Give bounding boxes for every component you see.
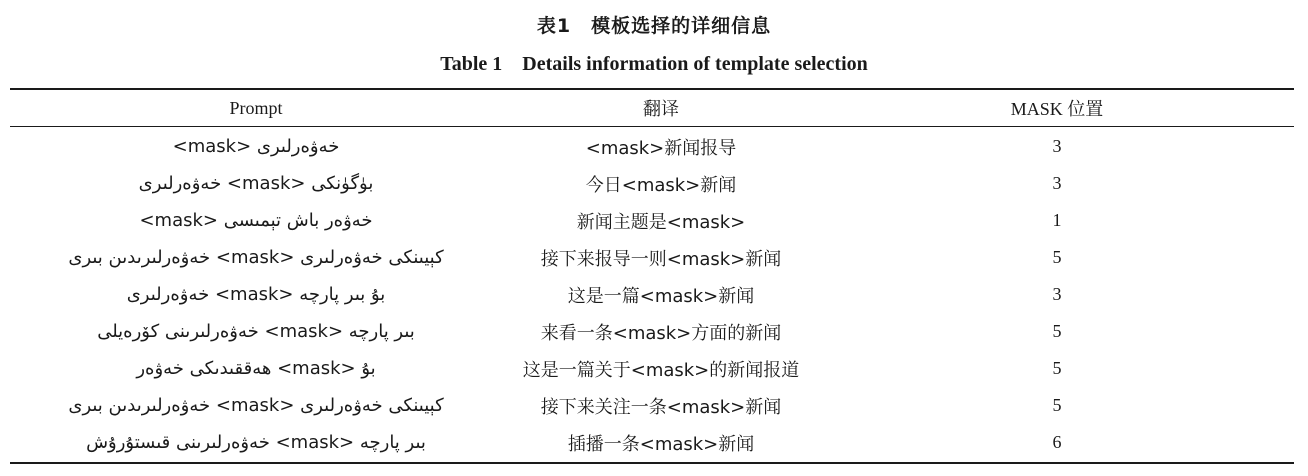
table-row xyxy=(10,239,1294,276)
cell-prompt: بۇ بىر پارچە <mask> خەۋەرلىرى xyxy=(126,284,386,305)
cell-mask-position: 6 xyxy=(1052,432,1062,452)
table-caption-chinese: 表1 模板选择的详细信息 xyxy=(536,15,772,37)
cell-translation: 接下来关注一条<mask>新闻 xyxy=(540,396,782,418)
table-row xyxy=(10,313,1294,350)
cell-mask-position: 5 xyxy=(1052,358,1062,378)
cell-prompt: بۈگۈنكى <mask> خەۋەرلىرى xyxy=(138,173,374,194)
cell-prompt: بۇ <mask> ھەققىدىكى خەۋەر xyxy=(136,358,376,379)
cell-translation: 这是一篇<mask>新闻 xyxy=(567,285,755,307)
header-mask-position: MASK 位置 xyxy=(1010,99,1104,119)
table-row xyxy=(10,424,1294,461)
cell-mask-position: 3 xyxy=(1052,136,1062,156)
cell-mask-position: 1 xyxy=(1052,210,1062,230)
cell-prompt: بىر پارچە <mask> خەۋەرلىرىنى قىستۇرۇش xyxy=(86,432,426,453)
table-row xyxy=(10,276,1294,313)
cell-translation: 插播一条<mask>新闻 xyxy=(567,433,755,455)
cell-prompt: خەۋەر باش تېمىسى <mask> xyxy=(139,210,373,231)
cell-prompt: كېيىنكى خەۋەرلىرى <mask> خەۋەرلىرىدىن بىرى xyxy=(68,247,444,268)
cell-mask-position: 5 xyxy=(1052,395,1062,415)
cell-mask-position: 5 xyxy=(1052,247,1062,267)
bottom-rule xyxy=(10,462,1294,464)
table-caption-english: Table 1 Details information of template selection xyxy=(440,53,868,75)
cell-translation: 新闻主题是<mask> xyxy=(576,211,746,233)
cell-mask-position: 3 xyxy=(1052,173,1062,193)
cell-mask-position: 5 xyxy=(1052,321,1062,341)
table-row xyxy=(10,126,1294,165)
table-row xyxy=(10,350,1294,387)
template-table xyxy=(10,90,1294,461)
table-row xyxy=(10,202,1294,239)
cell-prompt: بىر پارچە <mask> خەۋەرلىرىنى كۆرەيلى xyxy=(97,321,415,342)
table-header-row xyxy=(10,90,1294,126)
cell-prompt: كېيىنكى خەۋەرلىرى <mask> خەۋەرلىرىدىن بىرى xyxy=(68,395,444,416)
table-row xyxy=(10,387,1294,424)
cell-translation: 接下来报导一则<mask>新闻 xyxy=(540,248,782,270)
cell-translation: 来看一条<mask>方面的新闻 xyxy=(540,322,782,344)
cell-mask-position: 3 xyxy=(1052,284,1062,304)
header-prompt: Prompt xyxy=(229,97,283,118)
cell-translation: 这是一篇关于<mask>的新闻报道 xyxy=(522,359,800,381)
cell-prompt: خەۋەرلىرى <mask> xyxy=(172,136,340,157)
cell-translation: <mask>新闻报导 xyxy=(585,137,737,159)
header-translation: 翻译 xyxy=(643,99,679,119)
table-row xyxy=(10,165,1294,202)
cell-translation: 今日<mask>新闻 xyxy=(585,174,737,196)
